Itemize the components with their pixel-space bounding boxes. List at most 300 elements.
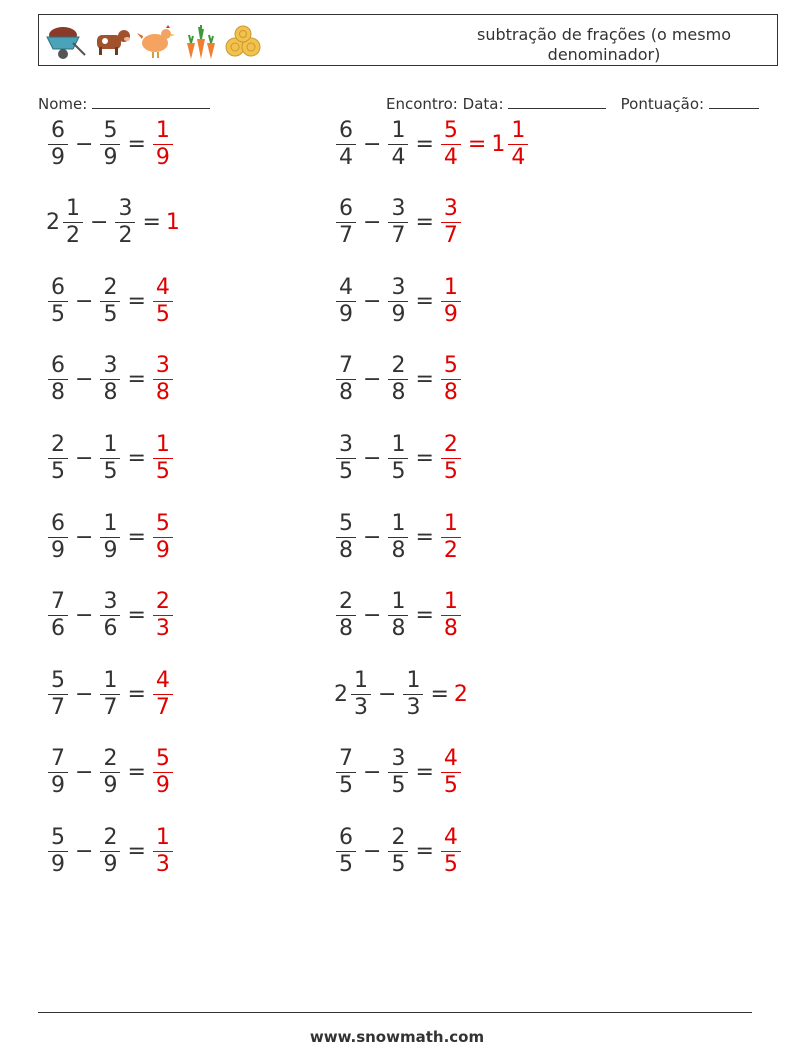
answer-fraction — [153, 432, 173, 485]
subtrahend-number — [98, 432, 122, 485]
answer — [151, 275, 175, 328]
minuend-number — [46, 825, 70, 878]
problem-row — [334, 271, 463, 331]
subtrahend-numerator: 1 — [388, 118, 408, 145]
minuend-fraction — [63, 196, 83, 249]
answer-denominator: 9 — [443, 301, 458, 327]
subtrahend-number — [386, 275, 410, 328]
answer-fraction — [153, 825, 173, 878]
subtrahend-numerator: 5 — [100, 118, 120, 145]
worksheet-header — [38, 14, 778, 66]
minuend-denominator: 4 — [339, 144, 353, 170]
equals-sign: = — [127, 760, 146, 786]
meeting-label: Encontro: — [386, 95, 458, 113]
problem-row — [334, 114, 530, 174]
answer-fraction — [441, 432, 461, 485]
subtrahend-fraction — [388, 511, 408, 564]
minus-sign: − — [90, 210, 109, 236]
score-blank[interactable] — [709, 94, 759, 109]
score-label: Pontuação: — [620, 95, 705, 113]
minuend-numerator: 6 — [336, 118, 356, 145]
minuend-denominator: 5 — [339, 773, 353, 799]
minuend-number — [46, 668, 70, 721]
subtrahend-fraction — [388, 275, 408, 328]
answer-number — [151, 432, 175, 485]
equals-sign: = — [127, 367, 146, 393]
answer-number — [439, 118, 463, 171]
minus-sign: − — [75, 681, 94, 707]
answer-numerator: 1 — [441, 511, 461, 538]
subtrahend-denominator: 5 — [391, 458, 406, 484]
problem-row — [334, 350, 463, 410]
minus-sign: − — [363, 838, 382, 864]
subtrahend-denominator: 8 — [391, 537, 406, 563]
answer-denominator: 9 — [155, 773, 170, 799]
minuend-fraction — [48, 511, 68, 564]
minus-sign: − — [75, 838, 94, 864]
minus-sign: − — [363, 603, 382, 629]
answer-denominator: 5 — [155, 301, 170, 327]
minus-sign: − — [363, 367, 382, 393]
subtrahend-number — [386, 353, 410, 406]
name-label: Nome: — [38, 95, 88, 113]
minuend-fraction — [336, 589, 356, 642]
answer — [454, 682, 469, 707]
answer-fraction — [441, 275, 461, 328]
chicken-icon — [135, 21, 175, 61]
subtrahend-denominator: 5 — [391, 851, 406, 877]
minuend-number — [334, 589, 358, 642]
minus-sign: − — [75, 288, 94, 314]
answer — [439, 432, 463, 485]
minuend-denominator: 8 — [339, 537, 353, 563]
subtrahend-numerator: 2 — [388, 825, 408, 852]
minuend-numerator: 4 — [336, 275, 356, 302]
subtrahend-numerator: 1 — [403, 668, 423, 695]
minuend-number — [46, 511, 70, 564]
answer-numerator: 1 — [153, 432, 173, 459]
minus-sign: − — [378, 681, 397, 707]
answer-fraction — [153, 746, 173, 799]
subtrahend-number — [98, 118, 122, 171]
subtrahend-denominator: 3 — [406, 694, 421, 720]
equals-sign: = — [142, 210, 161, 236]
minuend-number — [334, 275, 358, 328]
subtrahend-number — [386, 511, 410, 564]
minus-sign: − — [75, 367, 94, 393]
subtrahend-number — [113, 196, 137, 249]
subtrahend-fraction — [100, 118, 120, 171]
answer-number — [151, 825, 175, 878]
answer-fraction — [441, 511, 461, 564]
minuend-number — [46, 196, 85, 249]
answer-denominator: 8 — [443, 616, 458, 642]
minuend-number — [46, 589, 70, 642]
minuend-numerator: 5 — [336, 511, 356, 538]
answer-fraction — [153, 275, 173, 328]
minuend-fraction — [336, 432, 356, 485]
answer — [166, 210, 181, 235]
subtrahend-fraction — [100, 275, 120, 328]
subtrahend-denominator: 9 — [391, 301, 406, 327]
minus-sign: − — [363, 524, 382, 550]
minus-sign: − — [75, 131, 94, 157]
problem-row — [46, 586, 175, 646]
answer — [439, 118, 530, 171]
equals-sign: = — [127, 445, 146, 471]
equals-sign: = — [127, 838, 146, 864]
problem-row — [46, 271, 175, 331]
answer — [439, 353, 463, 406]
answer-fraction — [153, 353, 173, 406]
subtrahend-numerator: 2 — [100, 275, 120, 302]
answer — [151, 746, 175, 799]
answer-fraction — [441, 825, 461, 878]
minus-sign: − — [75, 760, 94, 786]
subtrahend-fraction — [100, 746, 120, 799]
subtrahend-denominator: 9 — [103, 851, 118, 877]
minuend-denominator: 9 — [51, 851, 65, 877]
answer — [151, 353, 175, 406]
answer-numerator: 5 — [441, 353, 461, 380]
problem-row — [46, 743, 175, 803]
minuend-number — [46, 432, 70, 485]
header-icons — [43, 19, 263, 63]
answer-numerator: 5 — [153, 511, 173, 538]
minuend-number — [46, 275, 70, 328]
subtrahend-denominator: 5 — [103, 301, 118, 327]
answer-numerator: 4 — [153, 668, 173, 695]
equals-sign: = — [415, 838, 434, 864]
minuend-denominator: 6 — [51, 616, 65, 642]
minus-sign: − — [363, 131, 382, 157]
minuend-numerator: 6 — [48, 511, 68, 538]
minuend-number — [46, 746, 70, 799]
subtrahend-number — [386, 118, 410, 171]
answer-whole: 1 — [165, 210, 180, 236]
subtrahend-number — [386, 746, 410, 799]
equals-sign: = — [127, 603, 146, 629]
answer-number — [439, 353, 463, 406]
answer-number — [151, 118, 175, 171]
answer-denominator: 3 — [155, 616, 170, 642]
equals-sign: = — [415, 288, 434, 314]
minus-sign: − — [75, 445, 94, 471]
subtrahend-numerator: 3 — [100, 589, 120, 616]
answer-number — [151, 746, 175, 799]
subtrahend-number — [401, 668, 425, 721]
subtrahend-numerator: 1 — [100, 668, 120, 695]
problem-row — [334, 664, 469, 724]
answer — [151, 668, 175, 721]
answer-fraction — [153, 118, 173, 171]
answer-numerator: 1 — [508, 118, 528, 145]
answer — [439, 196, 463, 249]
minuend-denominator: 7 — [339, 223, 353, 249]
date-label: Data: — [462, 95, 504, 113]
subtrahend-fraction — [100, 353, 120, 406]
minuend-numerator: 6 — [48, 353, 68, 380]
answer-number — [151, 589, 175, 642]
subtrahend-numerator: 1 — [388, 432, 408, 459]
answer-denominator: 9 — [155, 537, 170, 563]
answer — [151, 118, 175, 171]
minuend-fraction — [48, 668, 68, 721]
minuend-number — [334, 825, 358, 878]
problem-row — [46, 350, 175, 410]
date-score-fields — [386, 94, 759, 113]
answer-number — [151, 511, 175, 564]
subtrahend-fraction — [100, 511, 120, 564]
answer — [151, 511, 175, 564]
subtrahend-fraction — [388, 118, 408, 171]
subtrahend-denominator: 4 — [391, 144, 406, 170]
subtrahend-numerator: 2 — [100, 825, 120, 852]
minuend-numerator: 6 — [336, 825, 356, 852]
minuend-denominator: 8 — [339, 616, 353, 642]
minuend-numerator: 7 — [336, 353, 356, 380]
subtrahend-fraction — [388, 746, 408, 799]
name-field[interactable] — [38, 94, 210, 113]
minuend-denominator: 2 — [66, 223, 80, 249]
answer-denominator: 4 — [443, 144, 458, 170]
answer-fraction — [441, 353, 461, 406]
answer-denominator: 5 — [443, 458, 458, 484]
footer-divider — [38, 1012, 752, 1013]
subtrahend-denominator: 9 — [103, 144, 118, 170]
answer-number — [439, 746, 463, 799]
problem-row — [334, 428, 463, 488]
answer-numerator: 2 — [441, 432, 461, 459]
subtrahend-numerator: 1 — [100, 432, 120, 459]
minuend-number — [334, 353, 358, 406]
answer-number — [491, 118, 530, 171]
minuend-numerator: 1 — [351, 668, 371, 695]
name-blank[interactable] — [92, 94, 210, 109]
answer-numerator: 1 — [153, 825, 173, 852]
answer-denominator: 3 — [155, 851, 170, 877]
answer-number — [439, 196, 463, 249]
answer-fraction — [153, 668, 173, 721]
answer-denominator: 9 — [155, 144, 170, 170]
answer-number — [439, 825, 463, 878]
subtrahend-denominator: 8 — [103, 380, 118, 406]
minuend-number — [334, 118, 358, 171]
answer-number — [454, 682, 469, 707]
minuend-fraction — [48, 118, 68, 171]
answer-whole: 1 — [491, 131, 506, 157]
subtrahend-fraction — [388, 353, 408, 406]
answer-number — [151, 275, 175, 328]
minuend-fraction — [336, 196, 356, 249]
equals-sign: = — [415, 524, 434, 550]
minuend-fraction — [48, 275, 68, 328]
equals-sign: = — [127, 524, 146, 550]
carrots-icon — [179, 21, 219, 61]
subtrahend-numerator: 2 — [388, 353, 408, 380]
problem-row — [334, 821, 463, 881]
minuend-denominator: 9 — [51, 537, 65, 563]
answer-numerator: 4 — [441, 746, 461, 773]
answer-numerator: 1 — [153, 118, 173, 145]
problem-row — [46, 114, 175, 174]
answer-equals-sign: = — [467, 131, 487, 157]
answer-number — [439, 432, 463, 485]
subtrahend-fraction — [388, 432, 408, 485]
subtrahend-denominator: 8 — [391, 616, 406, 642]
minuend-denominator: 9 — [339, 301, 353, 327]
subtrahend-denominator: 6 — [103, 616, 118, 642]
answer-fraction — [153, 589, 173, 642]
problem-row — [46, 664, 175, 724]
minuend-number — [334, 746, 358, 799]
minus-sign: − — [75, 603, 94, 629]
answer-number — [439, 589, 463, 642]
subtrahend-number — [386, 589, 410, 642]
minus-sign: − — [363, 760, 382, 786]
answer-whole: 2 — [453, 681, 468, 707]
minuend-whole: 2 — [46, 210, 60, 236]
minuend-fraction — [351, 668, 371, 721]
answer-fraction — [441, 118, 461, 171]
minuend-fraction — [336, 275, 356, 328]
subtrahend-numerator: 3 — [100, 353, 120, 380]
answer-fraction — [441, 196, 461, 249]
answer-denominator: 2 — [443, 537, 458, 563]
problem-row — [46, 821, 175, 881]
minus-sign: − — [363, 288, 382, 314]
minuend-denominator: 5 — [51, 301, 65, 327]
minuend-fraction — [336, 746, 356, 799]
minus-sign: − — [363, 445, 382, 471]
minuend-number — [334, 668, 373, 721]
subtrahend-fraction — [388, 589, 408, 642]
hay-bales-icon — [223, 21, 263, 61]
answer-denominator: 7 — [155, 694, 170, 720]
subtrahend-fraction — [100, 668, 120, 721]
subtrahend-numerator: 3 — [388, 275, 408, 302]
minuend-fraction — [48, 589, 68, 642]
footer-url: www.snowmath.com — [309, 1028, 485, 1046]
problem-row — [46, 507, 175, 567]
minus-sign: − — [363, 210, 382, 236]
subtrahend-number — [98, 511, 122, 564]
minuend-fraction — [48, 825, 68, 878]
answer-denominator: 7 — [443, 223, 458, 249]
equals-sign: = — [415, 760, 434, 786]
minuend-numerator: 6 — [48, 118, 68, 145]
subtrahend-numerator: 1 — [388, 589, 408, 616]
answer — [439, 511, 463, 564]
minuend-denominator: 9 — [51, 144, 65, 170]
answer-denominator: 5 — [443, 851, 458, 877]
answer-numerator: 1 — [441, 589, 461, 616]
minuend-denominator: 5 — [339, 851, 353, 877]
minuend-numerator: 2 — [48, 432, 68, 459]
answer — [151, 589, 175, 642]
answer — [439, 746, 463, 799]
equals-sign: = — [127, 131, 146, 157]
subtrahend-denominator: 5 — [103, 458, 118, 484]
answer-numerator: 3 — [153, 353, 173, 380]
cow-icon — [91, 21, 131, 61]
subtrahend-denominator: 7 — [103, 694, 118, 720]
answer-numerator: 5 — [153, 746, 173, 773]
minuend-number — [46, 353, 70, 406]
answer-numerator: 1 — [441, 275, 461, 302]
answer-fraction — [441, 589, 461, 642]
subtrahend-numerator: 3 — [115, 196, 135, 223]
answer — [439, 825, 463, 878]
minuend-denominator: 3 — [354, 694, 368, 720]
subtrahend-fraction — [100, 589, 120, 642]
answer — [151, 825, 175, 878]
subtrahend-denominator: 2 — [118, 223, 133, 249]
subtrahend-fraction — [388, 825, 408, 878]
answer-fraction — [508, 118, 528, 171]
minuend-numerator: 5 — [48, 825, 68, 852]
subtrahend-denominator: 9 — [103, 773, 118, 799]
equals-sign: = — [430, 681, 449, 707]
minuend-numerator: 7 — [48, 589, 68, 616]
answer-number — [439, 511, 463, 564]
minuend-denominator: 8 — [339, 380, 353, 406]
minuend-fraction — [336, 825, 356, 878]
problem-row — [46, 428, 175, 488]
answer-number — [151, 668, 175, 721]
subtrahend-fraction — [100, 825, 120, 878]
answer-number — [439, 275, 463, 328]
minuend-number — [46, 118, 70, 171]
subtrahend-denominator: 9 — [103, 537, 118, 563]
minuend-numerator: 6 — [336, 196, 356, 223]
answer — [439, 275, 463, 328]
minuend-fraction — [336, 511, 356, 564]
date-blank[interactable] — [508, 94, 606, 109]
problem-row — [46, 193, 181, 253]
minuend-fraction — [48, 432, 68, 485]
subtrahend-number — [98, 825, 122, 878]
answer-number — [166, 210, 181, 235]
subtrahend-fraction — [388, 196, 408, 249]
equals-sign: = — [415, 445, 434, 471]
answer-fraction — [153, 511, 173, 564]
equals-sign: = — [415, 367, 434, 393]
subtrahend-number — [386, 196, 410, 249]
subtrahend-numerator: 3 — [388, 196, 408, 223]
subtrahend-number — [386, 432, 410, 485]
problem-row — [334, 507, 463, 567]
answer-fraction — [441, 746, 461, 799]
subtrahend-numerator: 1 — [100, 511, 120, 538]
minuend-numerator: 5 — [48, 668, 68, 695]
subtrahend-fraction — [100, 432, 120, 485]
answer-denominator: 5 — [155, 458, 170, 484]
answer-numerator: 4 — [153, 275, 173, 302]
problem-row — [334, 193, 463, 253]
subtrahend-denominator: 8 — [391, 380, 406, 406]
problem-row — [334, 743, 463, 803]
subtrahend-fraction — [115, 196, 135, 249]
minuend-numerator: 7 — [48, 746, 68, 773]
subtrahend-fraction — [403, 668, 423, 721]
answer-denominator: 8 — [443, 380, 458, 406]
minuend-denominator: 7 — [51, 694, 65, 720]
minuend-number — [334, 196, 358, 249]
answer — [151, 432, 175, 485]
answer — [439, 589, 463, 642]
problem-row — [334, 586, 463, 646]
